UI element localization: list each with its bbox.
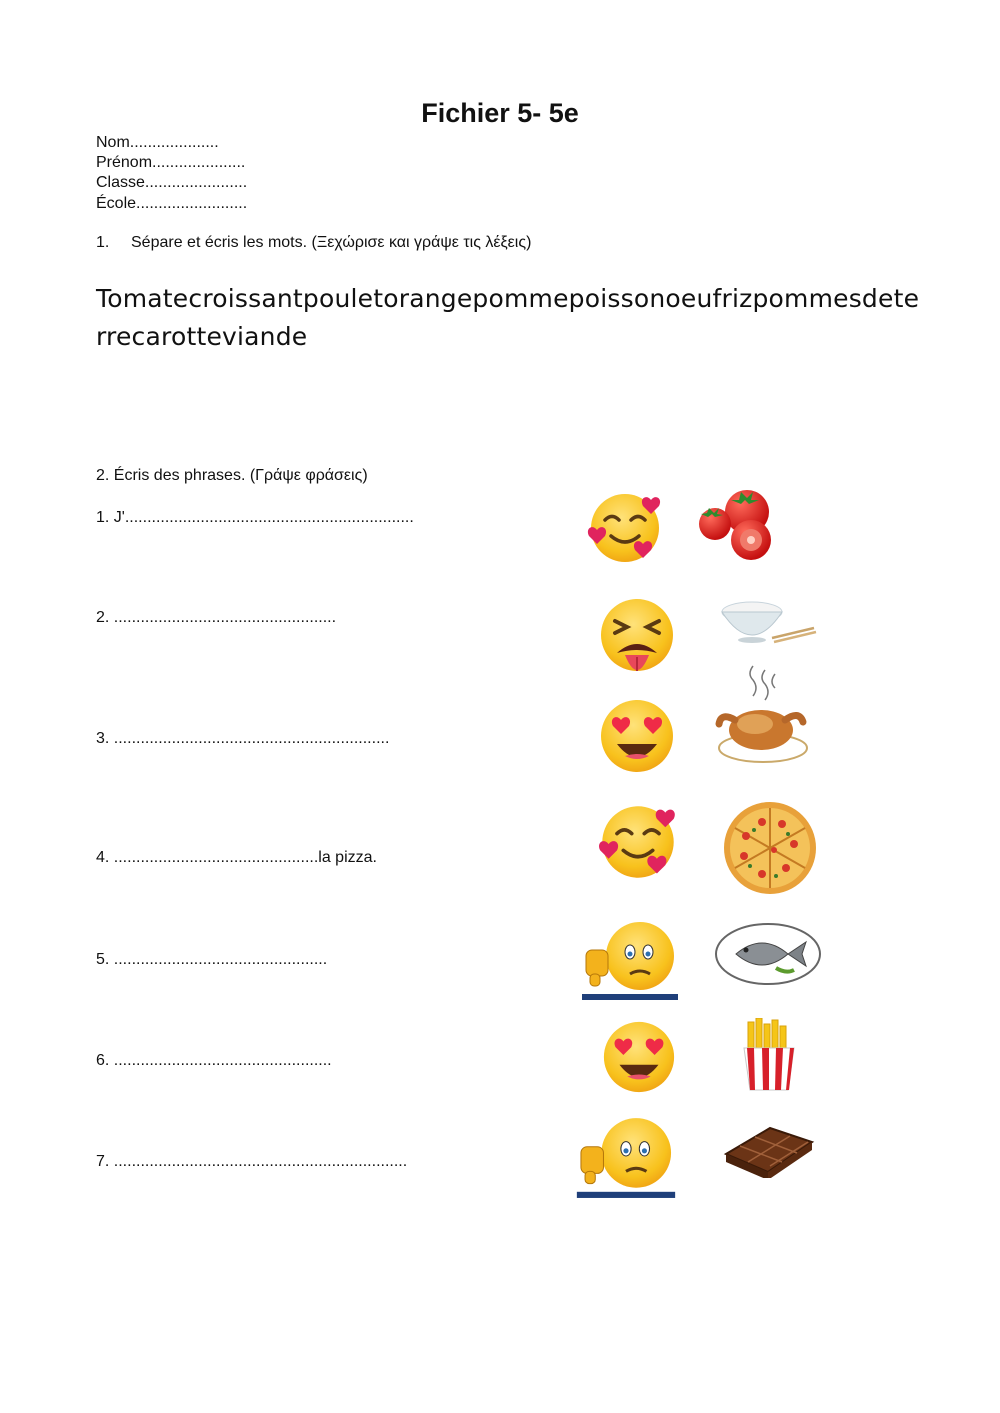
worksheet-title: Fichier 5- 5e: [421, 98, 579, 128]
pizza-icon: [712, 800, 832, 900]
tomatoes-icon: [693, 484, 783, 564]
smiling-face-with-hearts-icon-2: [596, 800, 680, 884]
sentence-line-6[interactable]: 6. .................................................: [96, 1052, 332, 1069]
exercise-2-instruction: 2. Écris des phrases. (Γράψε φράσεις): [96, 467, 368, 484]
heart-eyes-face-icon-2: [598, 1018, 680, 1096]
sentence-line-1[interactable]: 1. J'.................................................................: [96, 509, 414, 526]
fish-plate-icon: [712, 918, 824, 988]
sentence-line-7[interactable]: 7. ..................................................................: [96, 1153, 408, 1170]
field-nom[interactable]: Nom....................: [96, 134, 219, 151]
sentence-line-3[interactable]: 3. ..............................................................: [96, 730, 390, 747]
field-ecole[interactable]: École.........................: [96, 195, 248, 212]
sentence-line-2[interactable]: 2. ..................................................: [96, 609, 337, 626]
exercise-1-number: 1.: [96, 234, 110, 251]
thumbs-down-face-icon-2: [574, 1114, 678, 1200]
heart-eyes-face-icon: [595, 696, 679, 776]
sentence-line-5[interactable]: 5. ................................................: [96, 951, 328, 968]
smiling-face-with-hearts-icon: [585, 488, 665, 568]
french-fries-icon: [738, 1018, 800, 1092]
field-classe[interactable]: Classe.......................: [96, 174, 248, 191]
disgusted-tongue-face-icon: [591, 593, 683, 685]
exercise-1-text: Sépare et écris les mots. (Ξεχώρισε και γράψε τις λέξεις): [131, 234, 532, 251]
thumbs-down-face-icon: [580, 918, 680, 1002]
roast-chicken-icon: [713, 660, 809, 770]
rice-bowl-icon: [718, 598, 818, 650]
chocolate-bar-icon: [720, 1124, 816, 1178]
sentence-line-4[interactable]: 4. ..............................................la pizza.: [96, 849, 377, 866]
field-prenom[interactable]: Prénom.....................: [96, 154, 246, 171]
word-snake: Tomatecroissantpouletorangepommepoissonoeufrizpommesdeterrecarotteviande: [96, 284, 920, 351]
exercise-1-instruction: [96, 234, 531, 252]
